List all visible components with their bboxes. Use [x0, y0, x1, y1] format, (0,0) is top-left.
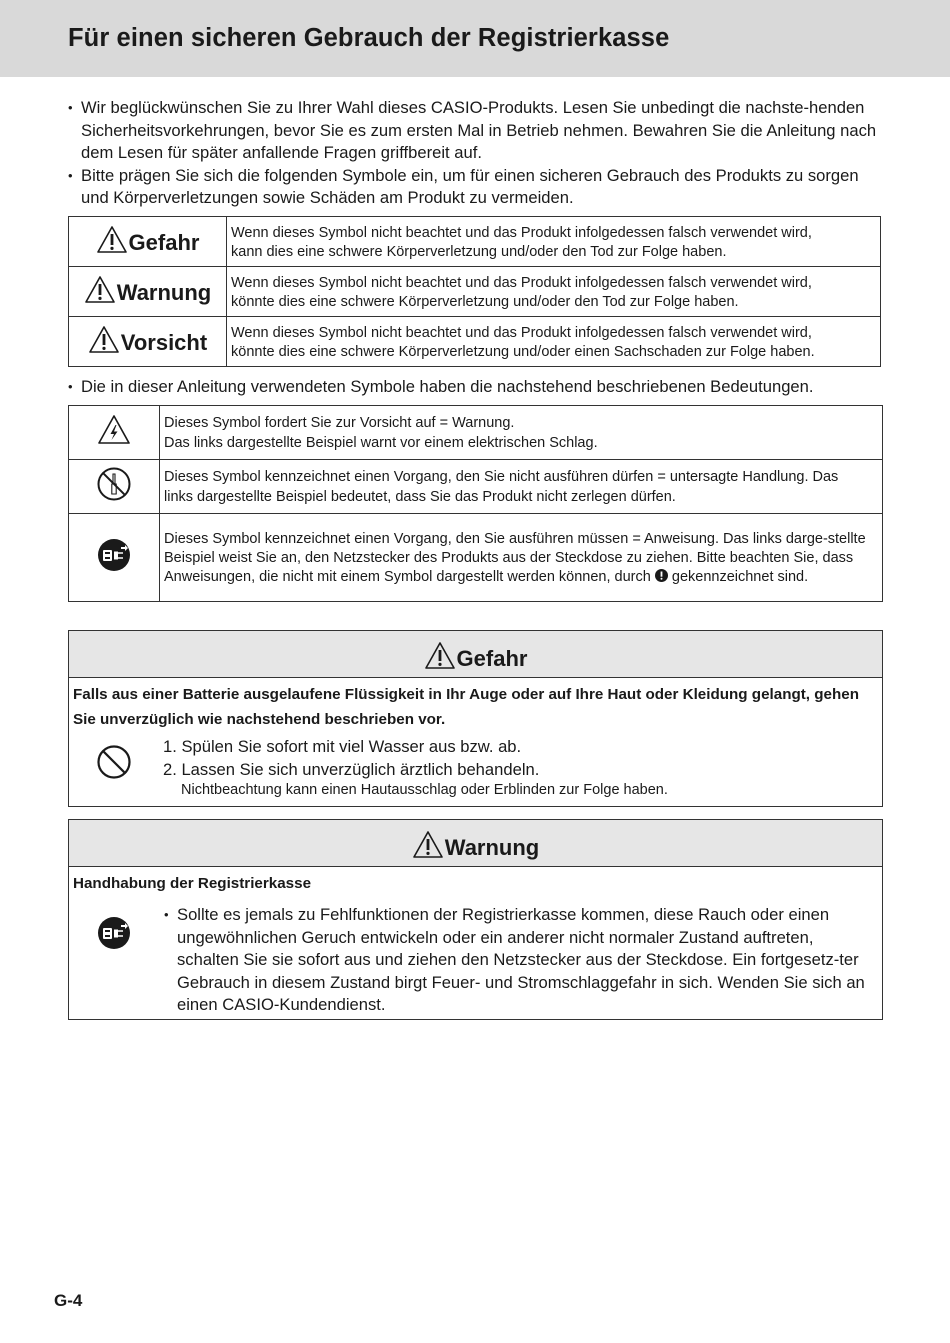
severity-label: Vorsicht	[88, 325, 207, 356]
warning-triangle-icon	[424, 641, 456, 670]
warning-box-bullet: • Sollte es jemals zu Fehlfunktionen der Registrierkasse kommen, diese Rauch oder einen ungewöhnlichen Geruch entwickeln oder ein anderer nicht normaler Zustand auftreten, schalten Sie sie sofort aus und ziehen den Netzstecker aus der Steckdose. Ein fortgesetz-ter Gebrauch in diesem Zustand birgt Feuer- und Stromschlaggefahr in sich. Wenden Sie sich an einen CASIO-Kundendienst.	[164, 904, 876, 1017]
severity-row-warnung	[69, 267, 881, 317]
warning-box-label: Warnung	[444, 835, 540, 860]
danger-box	[68, 630, 883, 807]
severity-description: Wenn dieses Symbol nicht beachtet und das Produkt infolgedessen falsch verwendet wird, kann dies eine schwere Körperverletzung und/oder den Tod zur Folge haben.	[227, 217, 881, 267]
symbols-table	[68, 405, 883, 602]
prohibition-icon	[96, 744, 132, 780]
danger-box-subheading: Falls aus einer Batterie ausgelaufene Flüssigkeit in Ihr Auge oder auf Ihre Haut oder Kleidung gelangt, gehen Sie unverzüglich wie nachstehend beschrieben vor.	[73, 686, 859, 728]
do-not-disassemble-icon	[96, 466, 132, 502]
severity-label: Gefahr	[96, 225, 200, 256]
symbol-description: Dieses Symbol kennzeichnet einen Vorgang, den Sie nicht ausführen dürfen = untersagte Handlung. Das links dargestellte Beispiel bedeutet, dass Sie das Produkt nicht zerlegen dürfen.	[160, 460, 883, 514]
page-title: Für einen sicheren Gebrauch der Registrierkasse	[68, 24, 670, 52]
danger-box-header	[69, 631, 882, 678]
intro-bullets	[68, 97, 878, 210]
severity-row-vorsicht	[69, 317, 881, 367]
intro-bullet: • Bitte prägen Sie sich die folgenden Symbole ein, um für einen sicheren Gebrauch des Produkts zu sorgen und Körperverletzungen sowie Schäden am Produkt zu vermeiden.	[68, 165, 878, 210]
warning-box-header	[69, 820, 882, 867]
severity-label: Warnung	[84, 275, 212, 306]
unplug-instruction-icon	[97, 916, 131, 950]
warning-triangle-icon	[84, 275, 116, 304]
severity-description: Wenn dieses Symbol nicht beachtet und das Produkt infolgedessen falsch verwendet wird, könnte dies eine schwere Körperverletzung und/oder einen Sachschaden zur Folge haben.	[227, 317, 881, 367]
warning-triangle-icon	[412, 830, 444, 859]
symbol-row	[69, 406, 883, 460]
symbol-description: Dieses Symbol fordert Sie zur Vorsicht auf = Warnung. Das links dargestellte Beispiel warnt vor einem elektrischen Schlag.	[160, 406, 883, 460]
symbols-intro	[68, 376, 888, 399]
unplug-instruction-icon	[97, 538, 131, 572]
severity-description: Wenn dieses Symbol nicht beachtet und das Produkt infolgedessen falsch verwendet wird, könnte dies eine schwere Körperverletzung und/oder den Tod zur Folge haben.	[227, 267, 881, 317]
symbol-row	[69, 460, 883, 514]
instruction-step: 1. Spülen Sie sofort mit viel Wasser aus bzw. ab.	[163, 737, 522, 756]
page-header	[0, 0, 950, 77]
electric-shock-warning-icon	[97, 414, 131, 446]
severity-table	[68, 216, 881, 367]
danger-box-note: Nichtbeachtung kann einen Hautausschlag oder Erblinden zur Folge haben.	[181, 782, 668, 798]
page-number: G-4	[54, 1291, 83, 1310]
warning-triangle-icon	[88, 325, 120, 354]
exclamation-circle-icon	[655, 569, 668, 582]
symbols-intro-bullet: • Die in dieser Anleitung verwendeten Symbole haben die nachstehend beschriebenen Bedeutungen.	[68, 376, 888, 399]
intro-bullet: • Wir beglückwünschen Sie zu Ihrer Wahl dieses CASIO-Produkts. Lesen Sie unbedingt die nachste-henden Sicherheitsvorkehrungen, bevor Sie es zum ersten Mal in Betrieb nehmen. Bewahren Sie die Anleitung nach dem Lesen für später anfallende Fragen griffbereit auf.	[68, 97, 878, 165]
warning-box	[68, 819, 883, 1020]
instruction-step: 2. Lassen Sie sich unverzüglich ärztlich behandeln.	[163, 759, 540, 779]
danger-box-label: Gefahr	[456, 646, 528, 671]
severity-row-gefahr	[69, 217, 881, 267]
symbol-description: Dieses Symbol kennzeichnet einen Vorgang, den Sie ausführen müssen = Anweisung. Das links darge-stellte Beispiel weist Sie an, den Netzstecker des Produkts aus der Steckdose zu ziehen. Bitte beachten Sie, dass Anweisungen, die nicht mit einem Symbol dargestellt werden können, durch gekennzeichnet sind.	[160, 514, 883, 602]
symbol-row	[69, 514, 883, 602]
warning-box-subheading: Handhabung der Registrierkasse	[73, 875, 312, 892]
warning-triangle-icon	[96, 225, 128, 254]
